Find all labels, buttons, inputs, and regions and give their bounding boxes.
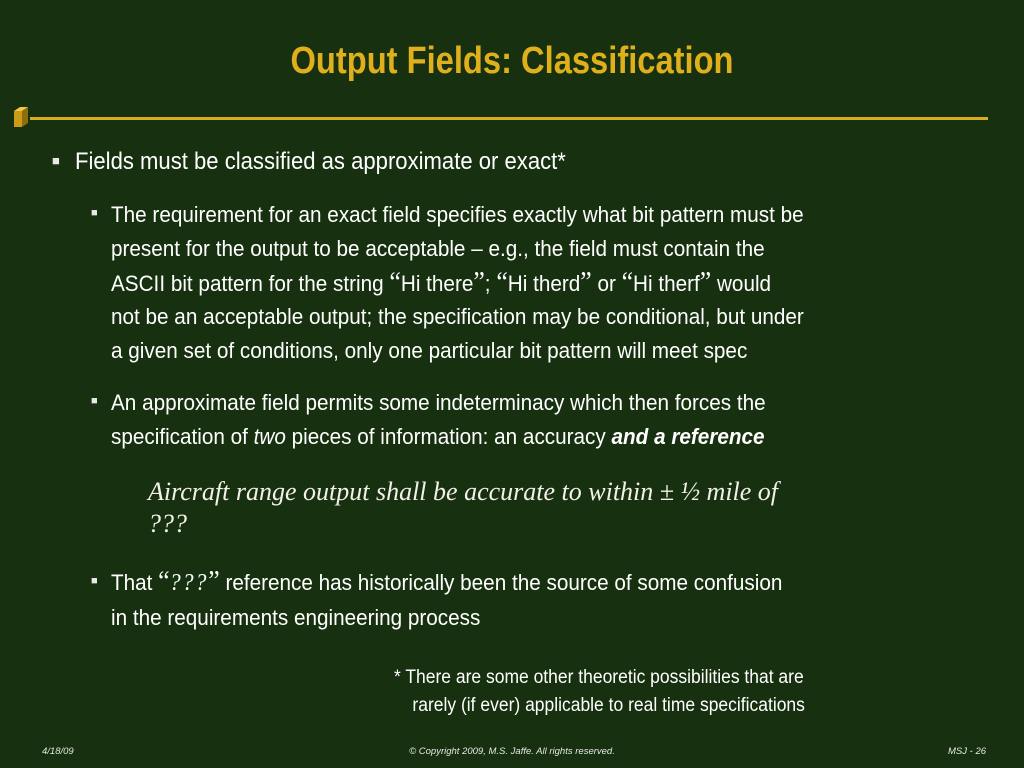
exact-field-line-5: a given set of conditions, only one particular bit pattern will meet spec xyxy=(111,338,748,363)
title-cube-icon xyxy=(14,107,28,127)
separator-text: or xyxy=(591,271,622,296)
exact-field-line-3: ASCII bit pattern for the string “Hi there”; “Hi therd” or “Hi therf” would xyxy=(111,267,772,298)
approx-field-text: specification of xyxy=(111,424,254,449)
emphasis-two: two xyxy=(253,424,286,449)
bullet-marker-icon: ■ xyxy=(52,153,60,168)
exact-field-line-1: The requirement for an exact field specifies exactly what bit pattern must be xyxy=(111,202,804,227)
exact-field-line-2: present for the output to be acceptable – e.g., the field must contain the xyxy=(111,236,765,261)
quoted-string: Hi therf xyxy=(633,271,700,296)
footer-page-number: MSJ - 26 xyxy=(948,746,987,757)
quote-line-2: ??? xyxy=(148,509,187,538)
footnote-line-2: rarely (if ever) applicable to real time specifications xyxy=(412,695,805,716)
exact-field-text: ASCII bit pattern for the string xyxy=(111,271,390,296)
approx-field-line-2 xyxy=(111,420,921,454)
exact-field-line-4: not be an acceptable output; the specification may be conditional, but under xyxy=(111,304,804,329)
bullet-fields-classified: Fields must be classified as approximate or exact* xyxy=(75,148,566,175)
bullet-marker-icon: ■ xyxy=(91,575,98,587)
footer-copyright: © Copyright 2009, M.S. Jaffe. All rights reserved. xyxy=(409,746,615,757)
quote-line-1: Aircraft range output shall be accurate to within ± ½ mile of xyxy=(148,477,779,506)
approx-field-text: pieces of information: an accuracy xyxy=(285,424,612,449)
bullet-marker-icon: ■ xyxy=(91,395,98,407)
approx-field-line-1: An approximate field permits some indeterminacy which then forces the xyxy=(111,390,766,415)
reference-text: That xyxy=(111,570,159,595)
reference-confusion-line-1: That “???” reference has historically been the source of some confusion xyxy=(111,566,783,597)
title-divider xyxy=(30,117,988,120)
quoted-string: Hi therd xyxy=(507,271,581,296)
exact-field-text: would xyxy=(711,271,772,296)
reference-confusion-line-2: in the requirements engineering process xyxy=(111,605,481,630)
example-quote xyxy=(148,476,948,540)
slide-title: Output Fields: Classification xyxy=(290,40,734,82)
footer-date: 4/18/09 xyxy=(42,746,74,757)
footnote xyxy=(394,664,909,720)
bullet-marker-icon: ■ xyxy=(91,207,98,219)
separator-text: ; xyxy=(484,271,497,296)
question-marks: ??? xyxy=(169,570,209,596)
quoted-string: Hi there xyxy=(400,271,474,296)
reference-text: reference has historically been the source of some confusion xyxy=(219,570,783,595)
emphasis-and-a-reference: and a reference xyxy=(611,424,765,449)
footnote-line-1: * There are some other theoretic possibilities that are xyxy=(394,667,804,688)
